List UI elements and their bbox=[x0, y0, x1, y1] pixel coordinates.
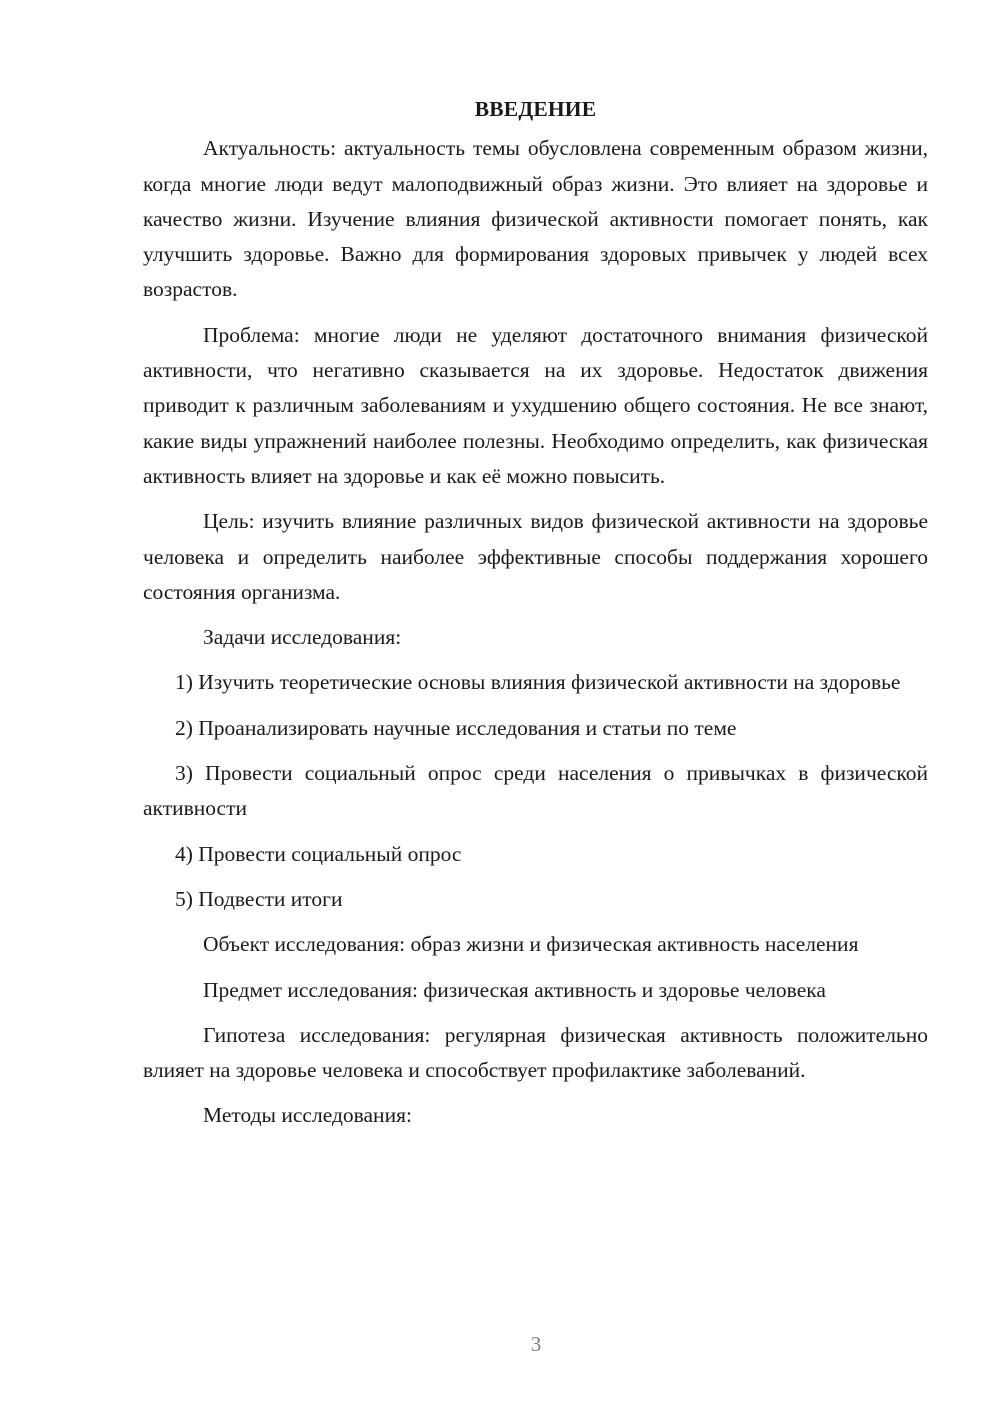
relevance-paragraph: Актуальность: актуальность темы обусловлена современным образом жизни, когда многие люди ведут малоподвижный образ жизни. Это влияет на здоровье и качество жизни. Изучение влияния физической активности помогает понять, как улучшить здоровье. Важно для формирования здоровых привычек у людей всех возрастов. bbox=[143, 136, 928, 302]
page-number: 3 bbox=[530, 1332, 542, 1356]
goal-paragraph: Цель: изучить влияние различных видов физической активности на здоровье человека и определить наиболее эффективные способы поддержания хорошего состояния организма. bbox=[143, 509, 928, 604]
document-page bbox=[143, 92, 928, 1144]
subject-paragraph: Предмет исследования: физическая активность и здоровье человека bbox=[203, 977, 826, 1002]
section-title: ВВЕДЕНИЕ bbox=[474, 97, 597, 121]
tasks-heading: Задачи исследования: bbox=[203, 625, 402, 650]
task-item-4: 4) Провести социальный опрос bbox=[175, 841, 462, 866]
task-item-1: 1) Изучить теоретические основы влияния физической активности на здоровье bbox=[175, 670, 901, 695]
task-item-3: 3) Провести социальный опрос среди населения о привычках в физической активности bbox=[143, 761, 928, 821]
problem-paragraph: Проблема: многие люди не уделяют достаточного внимания физической активности, что негативно сказывается на их здоровье. Недостаток движения приводит к различным заболеваниям и ухудшению общего состояния. Не все знают, какие виды упражнений наиболее полезны. Необходимо определить, как физическая активность влияет на здоровье и как её можно повысить. bbox=[143, 322, 928, 488]
hypothesis-paragraph: Гипотеза исследования: регулярная физическая активность положительно влияет на здоровье человека и способствует профилактике заболеваний. bbox=[143, 1022, 928, 1083]
task-item-5: 5) Подвести итоги bbox=[175, 886, 343, 911]
methods-heading: Методы исследования: bbox=[203, 1103, 412, 1128]
task-item-2: 2) Проанализировать научные исследования и статьи по теме bbox=[175, 715, 737, 740]
object-paragraph: Объект исследования: образ жизни и физическая активность населения bbox=[203, 932, 859, 957]
